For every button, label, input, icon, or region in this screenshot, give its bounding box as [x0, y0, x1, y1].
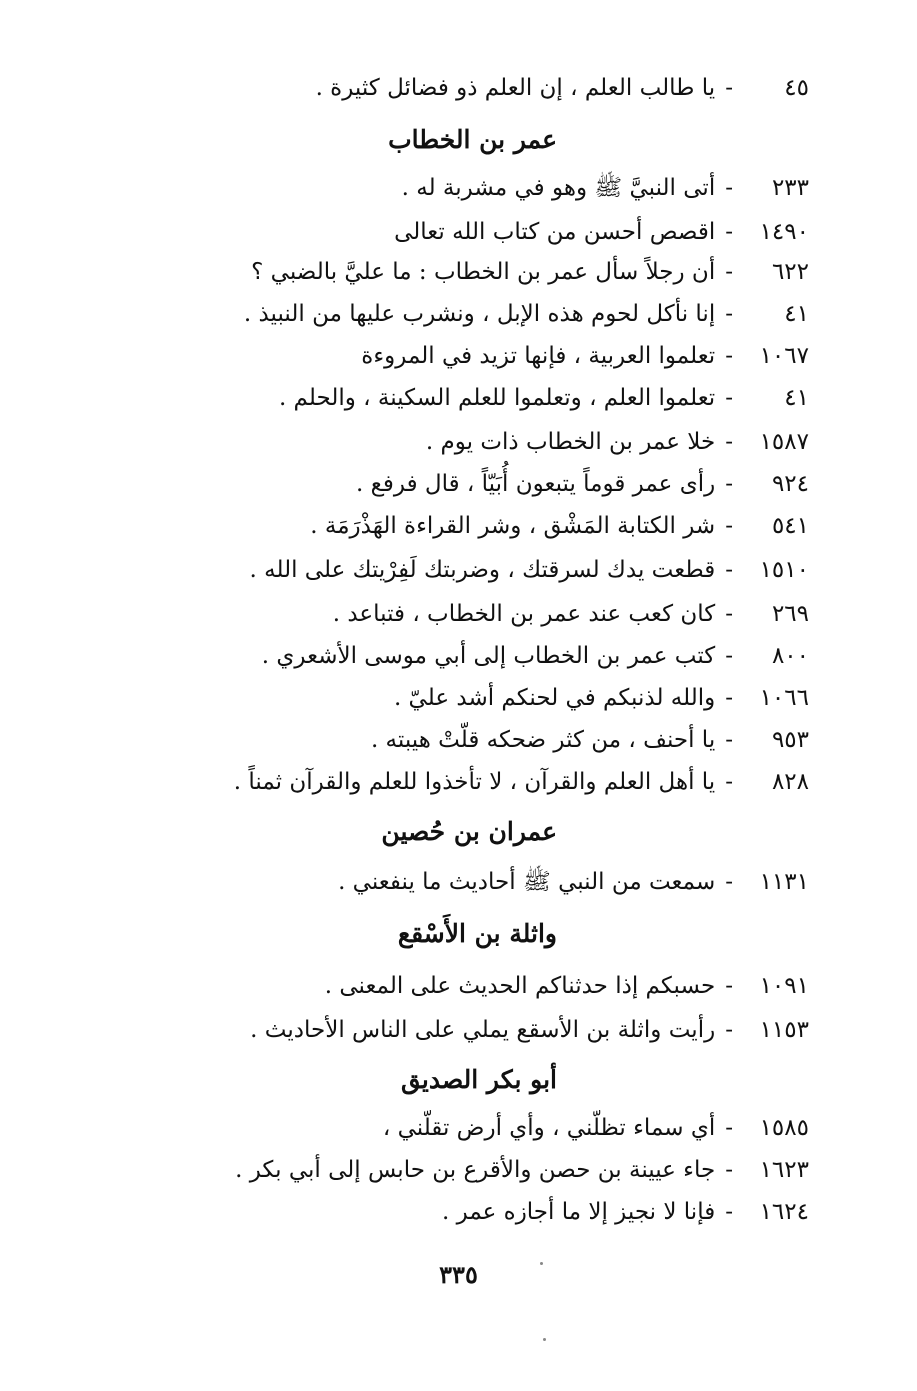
entry-dash: -: [725, 1157, 733, 1183]
entry-text: يا أحنف ، من كثر ضحكه قلّتْ هيبته .: [370, 727, 716, 753]
entry-dash: -: [725, 973, 733, 999]
entry-number: ٤٥: [784, 75, 809, 101]
index-entry: [262, 636, 809, 676]
entry-number: ٩٥٣: [771, 727, 809, 753]
entry-text: قطعت يدك لسرقتك ، وضربتك لَفِرْيتك على الله .: [249, 557, 716, 583]
entry-dash: -: [725, 1017, 733, 1043]
entry-dash: -: [725, 869, 733, 895]
entry-number: ١٥٨٥: [759, 1115, 809, 1141]
entry-dash: -: [725, 301, 733, 327]
entry-number: ٢٣٣: [771, 175, 809, 201]
index-entry: [279, 378, 809, 418]
entry-dash: -: [725, 385, 733, 411]
index-entry: [426, 422, 809, 462]
index-entry: [338, 862, 809, 902]
entry-dash: -: [725, 557, 733, 583]
paper-speck: [540, 1262, 543, 1265]
entry-text: فإنا لا نجيز إلا ما أجازه عمر .: [442, 1199, 716, 1225]
entry-number: ١٤٩٠: [759, 219, 809, 245]
entry-text: إنا نأكل لحوم هذه الإبل ، ونشرب عليها من النبيذ .: [243, 301, 716, 327]
entry-text: خلا عمر بن الخطاب ذات يوم .: [425, 429, 716, 455]
index-entry: [234, 762, 809, 802]
entry-dash: -: [725, 727, 733, 753]
entry-dash: -: [725, 1199, 733, 1225]
entry-dash: -: [725, 1115, 733, 1141]
entry-text: اقصص أحسن من كتاب الله تعالى: [394, 219, 716, 245]
entry-number: ٥٤١: [771, 513, 809, 539]
entry-dash: -: [725, 769, 733, 795]
index-entry: [442, 1192, 809, 1232]
index-entry: [316, 68, 809, 108]
index-entry: [250, 550, 809, 590]
entry-number: ٨٠٠: [771, 643, 809, 669]
entry-number: ١٠٦٧: [759, 343, 809, 369]
entry-text: رأيت واثلة بن الأسقع يملي على الناس الأحاديث .: [250, 1017, 716, 1043]
entry-number: ٦٢٢: [771, 259, 809, 285]
entry-text: أن رجلاً سأل عمر بن الخطاب : ما عليَّ بالضبي ؟: [251, 259, 716, 285]
entry-number: ٤١: [784, 385, 809, 411]
entry-text: جاء عيينة بن حصن والأقرع بن حابس إلى أبي بكر .: [235, 1157, 716, 1183]
entry-dash: -: [725, 643, 733, 669]
index-entry: [394, 678, 809, 718]
entry-text: والله لذنبكم في لحنكم أشد عليّ .: [393, 685, 716, 711]
entry-number: ٩٢٤: [771, 471, 809, 497]
entry-number: ٢٦٩: [771, 601, 809, 627]
entry-dash: -: [725, 343, 733, 369]
entry-number: ١٥١٠: [759, 557, 809, 583]
entry-text: يا طالب العلم ، إن العلم ذو فضائل كثيرة .: [315, 75, 716, 101]
section-heading: واثلة بن الأَسْقع: [397, 919, 557, 948]
paper-speck: [543, 1338, 546, 1341]
entry-text: تعلموا العلم ، وتعلموا للعلم السكينة ، والحلم .: [278, 385, 716, 411]
entry-number: ١٥٨٧: [759, 429, 809, 455]
index-entry: [250, 1010, 809, 1050]
entry-text: حسبكم إذا حدثناكم الحديث على المعنى .: [324, 973, 716, 999]
index-entry: [361, 336, 809, 376]
entry-text: كتب عمر بن الخطاب إلى أبي موسى الأشعري .: [261, 643, 716, 669]
entry-text: أتى النبيَّ ﷺ وهو في مشربة له .: [401, 175, 716, 201]
entry-text: شر الكتابة المَشْق ، وشر القراءة الهَذْرَمَة .: [310, 513, 716, 539]
index-entry: [394, 212, 809, 252]
index-entry: [383, 1108, 809, 1148]
index-entry: [251, 252, 809, 292]
entry-text: أي سماء تظلّني ، وأي أرض تقلّني ،: [382, 1115, 716, 1141]
index-entry: [402, 168, 809, 208]
entry-number: ١٦٢٣: [759, 1157, 809, 1183]
entry-number: ١٠٦٦: [759, 685, 809, 711]
entry-number: ١١٣١: [759, 869, 809, 895]
index-entry: [310, 506, 809, 546]
entry-number: ١٠٩١: [759, 973, 809, 999]
entry-number: ١١٥٣: [759, 1017, 809, 1043]
entry-number: ١٦٢٤: [759, 1199, 809, 1225]
entry-text: كان كعب عند عمر بن الخطاب ، فتباعد .: [332, 601, 716, 627]
entry-dash: -: [725, 259, 733, 285]
entry-number: ٤١: [784, 301, 809, 327]
section-heading: عمر بن الخطاب: [388, 125, 557, 154]
entry-text: رأى عمر قوماً يتبعون أُبَيّاً ، قال فرفع .: [356, 471, 716, 497]
index-entry: [356, 464, 809, 504]
index-entry: [333, 594, 809, 634]
page-number: ٣٣٥: [439, 1260, 478, 1289]
entry-text: تعلموا العربية ، فإنها تزيد في المروءة: [361, 343, 716, 369]
entry-dash: -: [725, 471, 733, 497]
index-entry: [244, 294, 809, 334]
entry-dash: -: [725, 685, 733, 711]
index-entry: [371, 720, 809, 760]
section-heading: عمران بن حُصين: [381, 817, 557, 846]
index-entry: [235, 1150, 809, 1190]
entry-text: سمعت من النبي ﷺ أحاديث ما ينفعني .: [338, 869, 716, 895]
entry-dash: -: [725, 219, 733, 245]
entry-dash: -: [725, 429, 733, 455]
entry-text: يا أهل العلم والقرآن ، لا تأخذوا للعلم والقرآن ثمناً .: [233, 769, 716, 795]
entry-dash: -: [725, 175, 733, 201]
entry-dash: -: [725, 75, 733, 101]
entry-dash: -: [725, 601, 733, 627]
entry-dash: -: [725, 513, 733, 539]
entry-number: ٨٢٨: [771, 769, 809, 795]
section-heading: أبو بكر الصديق: [401, 1065, 557, 1094]
index-entry: [325, 966, 809, 1006]
